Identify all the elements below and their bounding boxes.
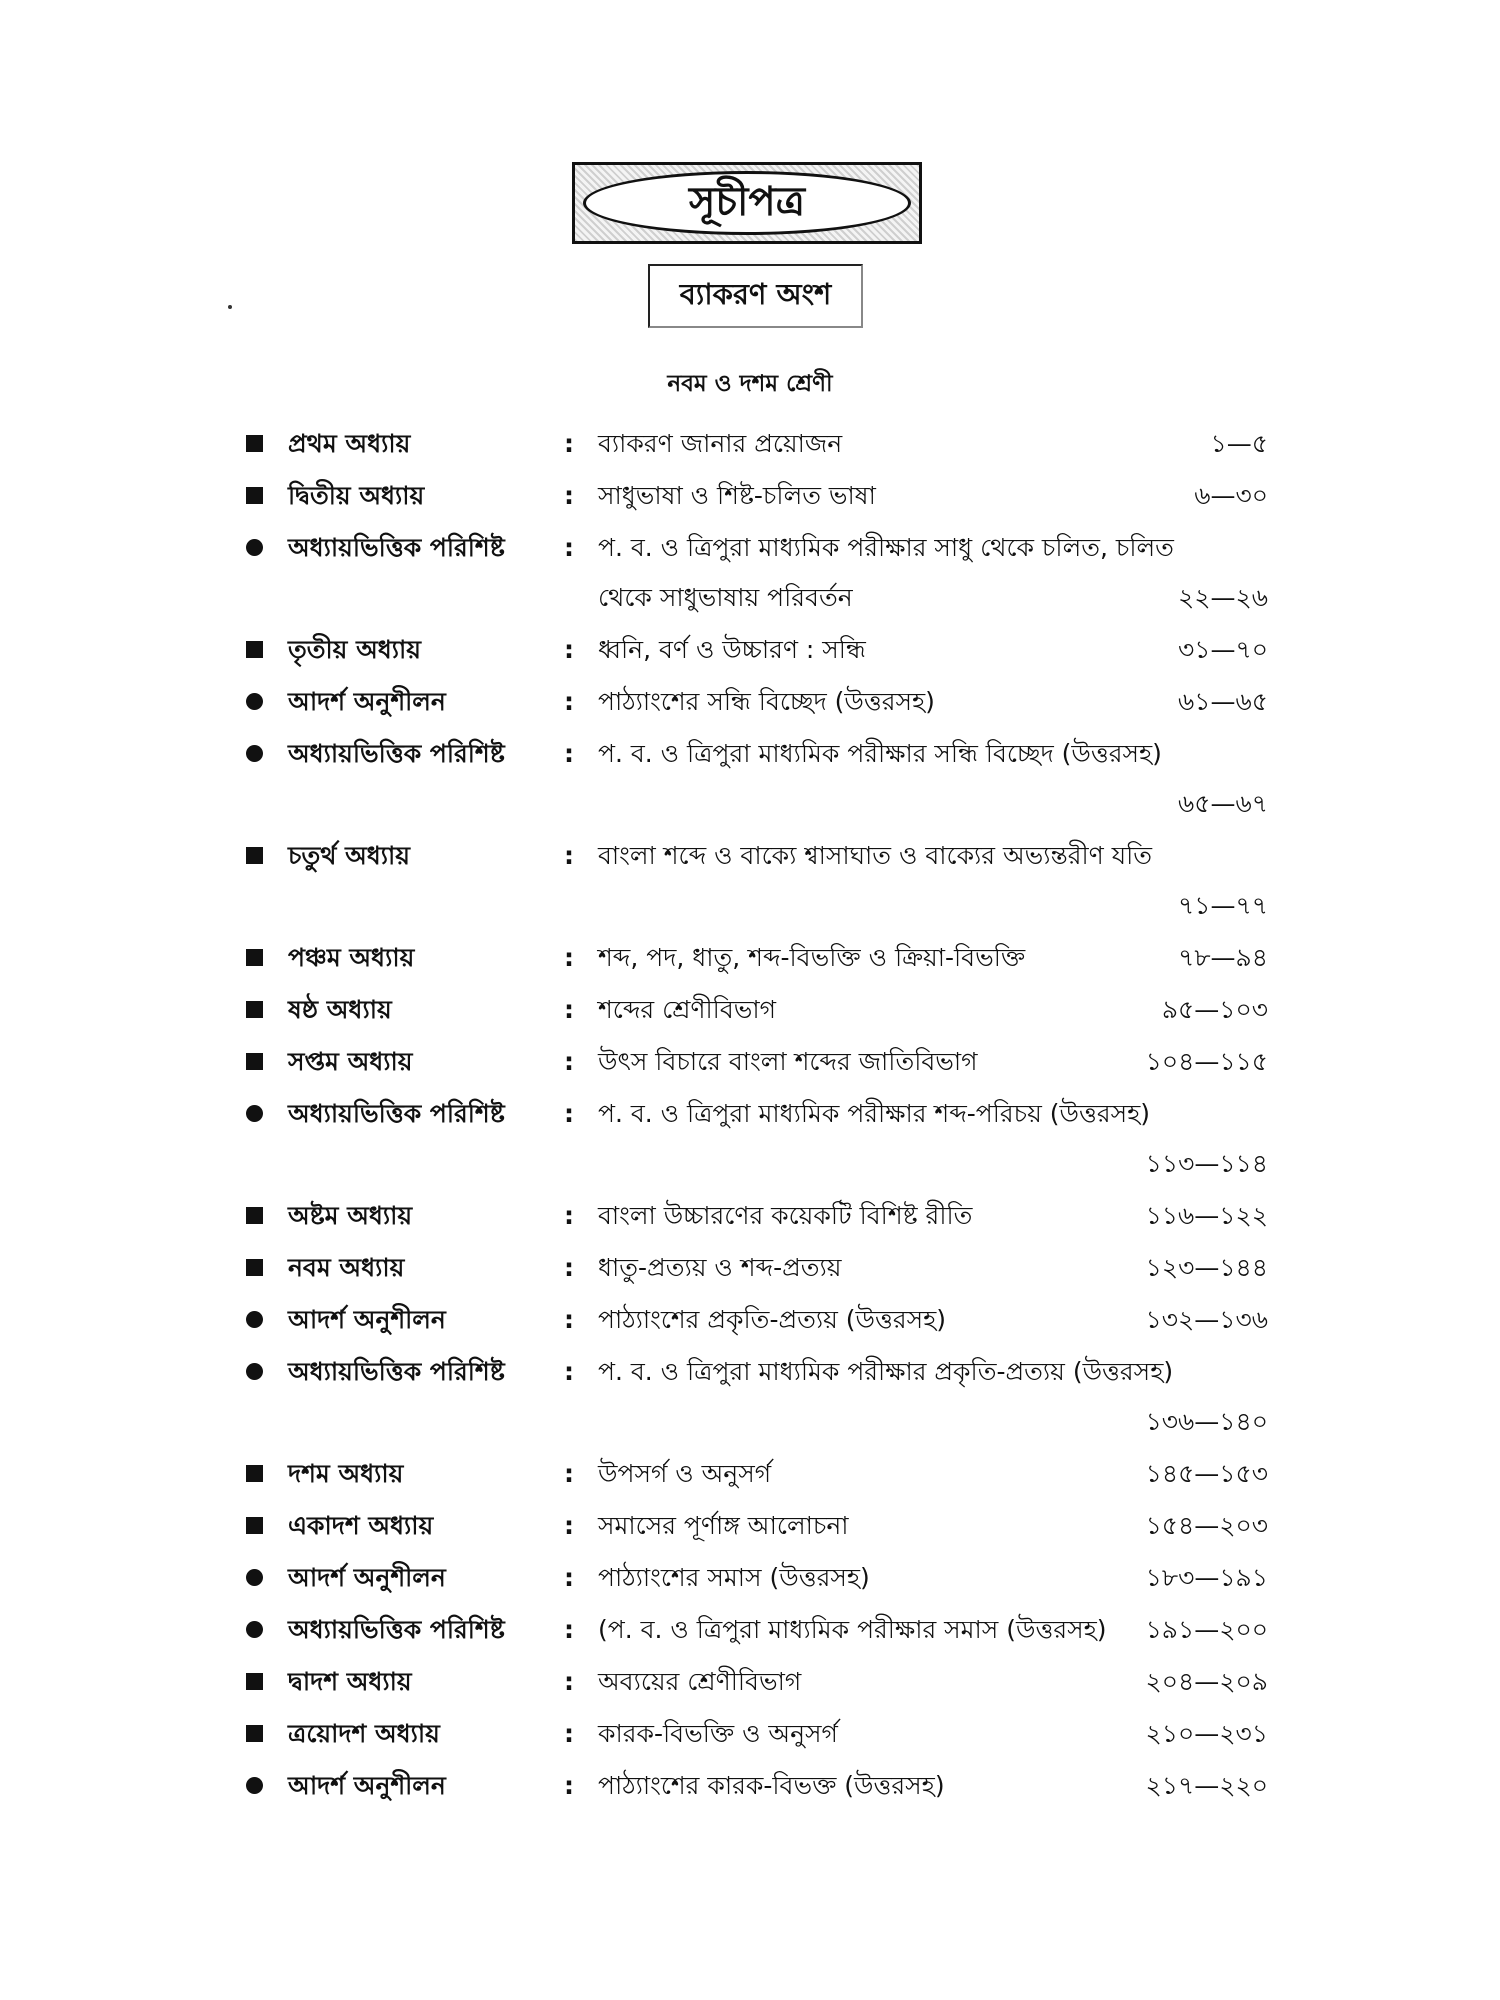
entry-description: প. ব. ও ত্রিপুরা মাধ্যমিক পরীক্ষার প্রকৃতি-প্রত্যয় (উত্তরসহ) — [598, 1357, 1174, 1386]
entry-page-range: ১৩৬—১৪০ — [1145, 1407, 1268, 1436]
square-bullet-icon — [246, 1517, 263, 1534]
toc-entry — [236, 522, 1268, 624]
entry-page-range: ১২৩—১৪৪ — [1145, 1253, 1268, 1282]
entry-label: অষ্টম অধ্যায় — [288, 1201, 413, 1230]
square-bullet-icon — [246, 1001, 263, 1018]
entry-description: প. ব. ও ত্রিপুরা মাধ্যমিক পরীক্ষার সাধু থেকে চলিত, চলিত — [598, 533, 1174, 562]
entry-label: দ্বিতীয় অধ্যায় — [288, 481, 425, 510]
entry-colon: : — [564, 1201, 574, 1230]
entry-label: অধ্যায়ভিত্তিক পরিশিষ্ট — [288, 1357, 505, 1386]
entry-colon: : — [564, 1357, 574, 1386]
entry-label: নবম অধ্যায় — [288, 1253, 405, 1282]
entry-description: শব্দ, পদ, ধাতু, শব্দ-বিভক্তি ও ক্রিয়া-বিভক্তি — [598, 943, 1026, 972]
entry-colon: : — [564, 635, 574, 664]
entry-colon: : — [564, 533, 574, 562]
entry-page-range: ৬৫—৬৭ — [1178, 789, 1268, 818]
square-bullet-icon — [246, 1673, 263, 1690]
entry-page-range: ১৯১—২০০ — [1145, 1615, 1268, 1644]
square-bullet-icon — [246, 487, 263, 504]
square-bullet-icon — [246, 1725, 263, 1742]
entry-label: দশম অধ্যায় — [288, 1459, 404, 1488]
entry-colon: : — [564, 1047, 574, 1076]
entry-description: উৎস বিচারে বাংলা শব্দের জাতিবিভাগ — [598, 1047, 978, 1076]
entry-page-range: ১০৪—১১৫ — [1145, 1047, 1268, 1076]
entry-description: বাংলা উচ্চারণের কয়েকটি বিশিষ্ট রীতি — [598, 1201, 973, 1230]
entry-description: উপসর্গ ও অনুসর্গ — [598, 1459, 772, 1488]
circle-bullet-icon — [246, 1311, 263, 1328]
entry-colon: : — [564, 1771, 574, 1800]
toc-entry — [236, 1294, 1268, 1346]
entry-description: ধ্বনি, বর্ণ ও উচ্চারণ : সন্ধি — [598, 635, 866, 664]
entry-page-range: ১—৫ — [1210, 429, 1268, 458]
entry-colon: : — [564, 1511, 574, 1540]
entry-description: পাঠ্যাংশের প্রকৃতি-প্রত্যয় (উত্তরসহ) — [598, 1305, 947, 1334]
entry-page-range: ১৮৩—১৯১ — [1145, 1563, 1268, 1592]
entry-label: তৃতীয় অধ্যায় — [288, 635, 421, 664]
entry-label: ত্রয়োদশ অধ্যায় — [288, 1719, 440, 1748]
toc-entry — [236, 418, 1268, 470]
page-title: সূচীপত্র — [583, 171, 911, 235]
entry-page-range: ৯৫—১০৩ — [1161, 995, 1268, 1024]
entry-label: আদর্শ অনুশীলন — [288, 1305, 446, 1334]
entry-description: অব্যয়ের শ্রেণীবিভাগ — [598, 1667, 802, 1696]
entry-label: অধ্যায়ভিত্তিক পরিশিষ্ট — [288, 533, 505, 562]
entry-label: আদর্শ অনুশীলন — [288, 687, 446, 716]
entry-description: পাঠ্যাংশের সমাস (উত্তরসহ) — [598, 1563, 870, 1592]
toc-entry — [236, 1346, 1268, 1448]
circle-bullet-icon — [246, 1569, 263, 1586]
entry-page-range: ৬—৩০ — [1194, 481, 1268, 510]
square-bullet-icon — [246, 1465, 263, 1482]
toc-entry — [236, 624, 1268, 676]
entry-description: শব্দের শ্রেণীবিভাগ — [598, 995, 777, 1024]
toc-entry — [236, 676, 1268, 728]
entry-page-range: ৩১—৭০ — [1178, 635, 1268, 664]
entry-colon: : — [564, 1305, 574, 1334]
toc-entry — [236, 1448, 1268, 1500]
entry-label: চতুর্থ অধ্যায় — [288, 841, 411, 870]
square-bullet-icon — [246, 949, 263, 966]
entry-colon: : — [564, 1099, 574, 1128]
toc-entry — [236, 1552, 1268, 1604]
square-bullet-icon — [246, 641, 263, 658]
circle-bullet-icon — [246, 745, 263, 762]
entry-colon: : — [564, 1563, 574, 1592]
entry-page-range: ৭৮—৯৪ — [1178, 943, 1268, 972]
toc-entry — [236, 1088, 1268, 1190]
entry-page-range: ২১৭—২২০ — [1145, 1771, 1268, 1800]
toc-entry — [236, 1036, 1268, 1088]
entry-label: একাদশ অধ্যায় — [288, 1511, 434, 1540]
toc-entry — [236, 1190, 1268, 1242]
entry-label: অধ্যায়ভিত্তিক পরিশিষ্ট — [288, 1099, 505, 1128]
entry-colon: : — [564, 943, 574, 972]
toc-entry — [236, 1242, 1268, 1294]
entry-page-range: ১১৩—১১৪ — [1145, 1149, 1268, 1178]
class-heading: নবম ও দশম শ্রেণী — [667, 371, 833, 397]
toc-entry — [236, 830, 1268, 932]
entry-description: সমাসের পূর্ণাঙ্গ আলোচনা — [598, 1511, 849, 1540]
entry-description: বাংলা শব্দে ও বাক্যে শ্বাসাঘাত ও বাক্যের অভ্যন্তরীণ যতি — [598, 841, 1153, 870]
entry-page-range: ২০৪—২০৯ — [1145, 1667, 1268, 1696]
entry-label: পঞ্চম অধ্যায় — [288, 943, 415, 972]
square-bullet-icon — [246, 1053, 263, 1070]
entry-colon: : — [564, 1719, 574, 1748]
toc-entry — [236, 728, 1268, 830]
entry-page-range: ১৩২—১৩৬ — [1145, 1305, 1268, 1334]
entry-label: অধ্যায়ভিত্তিক পরিশিষ্ট — [288, 739, 505, 768]
entry-page-range: ২২—২৬ — [1177, 583, 1268, 612]
entry-page-range: ১৪৫—১৫৩ — [1145, 1459, 1268, 1488]
square-bullet-icon — [246, 1207, 263, 1224]
entry-description: সাধুভাষা ও শিষ্ট-চলিত ভাষা — [598, 481, 876, 510]
entry-page-range: ১১৬—১২২ — [1145, 1201, 1268, 1230]
entry-description: পাঠ্যাংশের কারক-বিভক্ত (উত্তরসহ) — [598, 1771, 945, 1800]
entry-page-range: ২১০—২৩১ — [1145, 1719, 1268, 1748]
entry-description-continued: থেকে সাধুভাষায় পরিবর্তন — [598, 583, 853, 612]
square-bullet-icon — [246, 1259, 263, 1276]
entry-label: আদর্শ অনুশীলন — [288, 1563, 446, 1592]
entry-colon: : — [564, 481, 574, 510]
toc-entry — [236, 1604, 1268, 1656]
circle-bullet-icon — [246, 1621, 263, 1638]
entry-page-range: ৭১—৭৭ — [1178, 891, 1268, 920]
circle-bullet-icon — [246, 539, 263, 556]
entry-description: পাঠ্যাংশের সন্ধি বিচ্ছেদ (উত্তরসহ) — [598, 687, 935, 716]
entry-colon: : — [564, 1667, 574, 1696]
entry-colon: : — [564, 1615, 574, 1644]
toc-entry — [236, 1500, 1268, 1552]
circle-bullet-icon — [246, 1105, 263, 1122]
toc-entry — [236, 470, 1268, 522]
toc-entry — [236, 984, 1268, 1036]
table-of-contents — [236, 418, 1268, 1812]
entry-colon: : — [564, 1459, 574, 1488]
entry-colon: : — [564, 429, 574, 458]
toc-entry — [236, 932, 1268, 984]
entry-description: ব্যাকরণ জানার প্রয়োজন — [598, 429, 843, 458]
entry-label: অধ্যায়ভিত্তিক পরিশিষ্ট — [288, 1615, 505, 1644]
entry-page-range: ১৫৪—২০৩ — [1145, 1511, 1268, 1540]
circle-bullet-icon — [246, 693, 263, 710]
entry-colon: : — [564, 1253, 574, 1282]
entry-label: দ্বাদশ অধ্যায় — [288, 1667, 412, 1696]
entry-colon: : — [564, 841, 574, 870]
section-subtitle: ব্যাকরণ অংশ — [648, 264, 863, 328]
entry-label: প্রথম অধ্যায় — [288, 429, 411, 458]
entry-description: প. ব. ও ত্রিপুরা মাধ্যমিক পরীক্ষার সন্ধি বিচ্ছেদ (উত্তরসহ) — [598, 739, 1162, 768]
toc-entry — [236, 1708, 1268, 1760]
square-bullet-icon — [246, 847, 263, 864]
circle-bullet-icon — [246, 1363, 263, 1380]
square-bullet-icon — [246, 435, 263, 452]
entry-colon: : — [564, 995, 574, 1024]
toc-entry — [236, 1656, 1268, 1708]
entry-page-range: ৬১—৬৫ — [1178, 687, 1268, 716]
entry-label: ষষ্ঠ অধ্যায় — [288, 995, 392, 1024]
entry-description: কারক-বিভক্তি ও অনুসর্গ — [598, 1719, 838, 1748]
stray-dot — [228, 305, 232, 309]
entry-label: সপ্তম অধ্যায় — [288, 1047, 413, 1076]
entry-description: প. ব. ও ত্রিপুরা মাধ্যমিক পরীক্ষার শব্দ-পরিচয় (উত্তরসহ) — [598, 1099, 1151, 1128]
circle-bullet-icon — [246, 1777, 263, 1794]
entry-description: ধাতু-প্রত্যয় ও শব্দ-প্রত্যয় — [598, 1253, 842, 1282]
entry-colon: : — [564, 739, 574, 768]
title-box — [572, 162, 922, 244]
entry-colon: : — [564, 687, 574, 716]
entry-label: আদর্শ অনুশীলন — [288, 1771, 446, 1800]
entry-description: (প. ব. ও ত্রিপুরা মাধ্যমিক পরীক্ষার সমাস (উত্তরসহ) — [598, 1615, 1107, 1644]
toc-entry — [236, 1760, 1268, 1812]
